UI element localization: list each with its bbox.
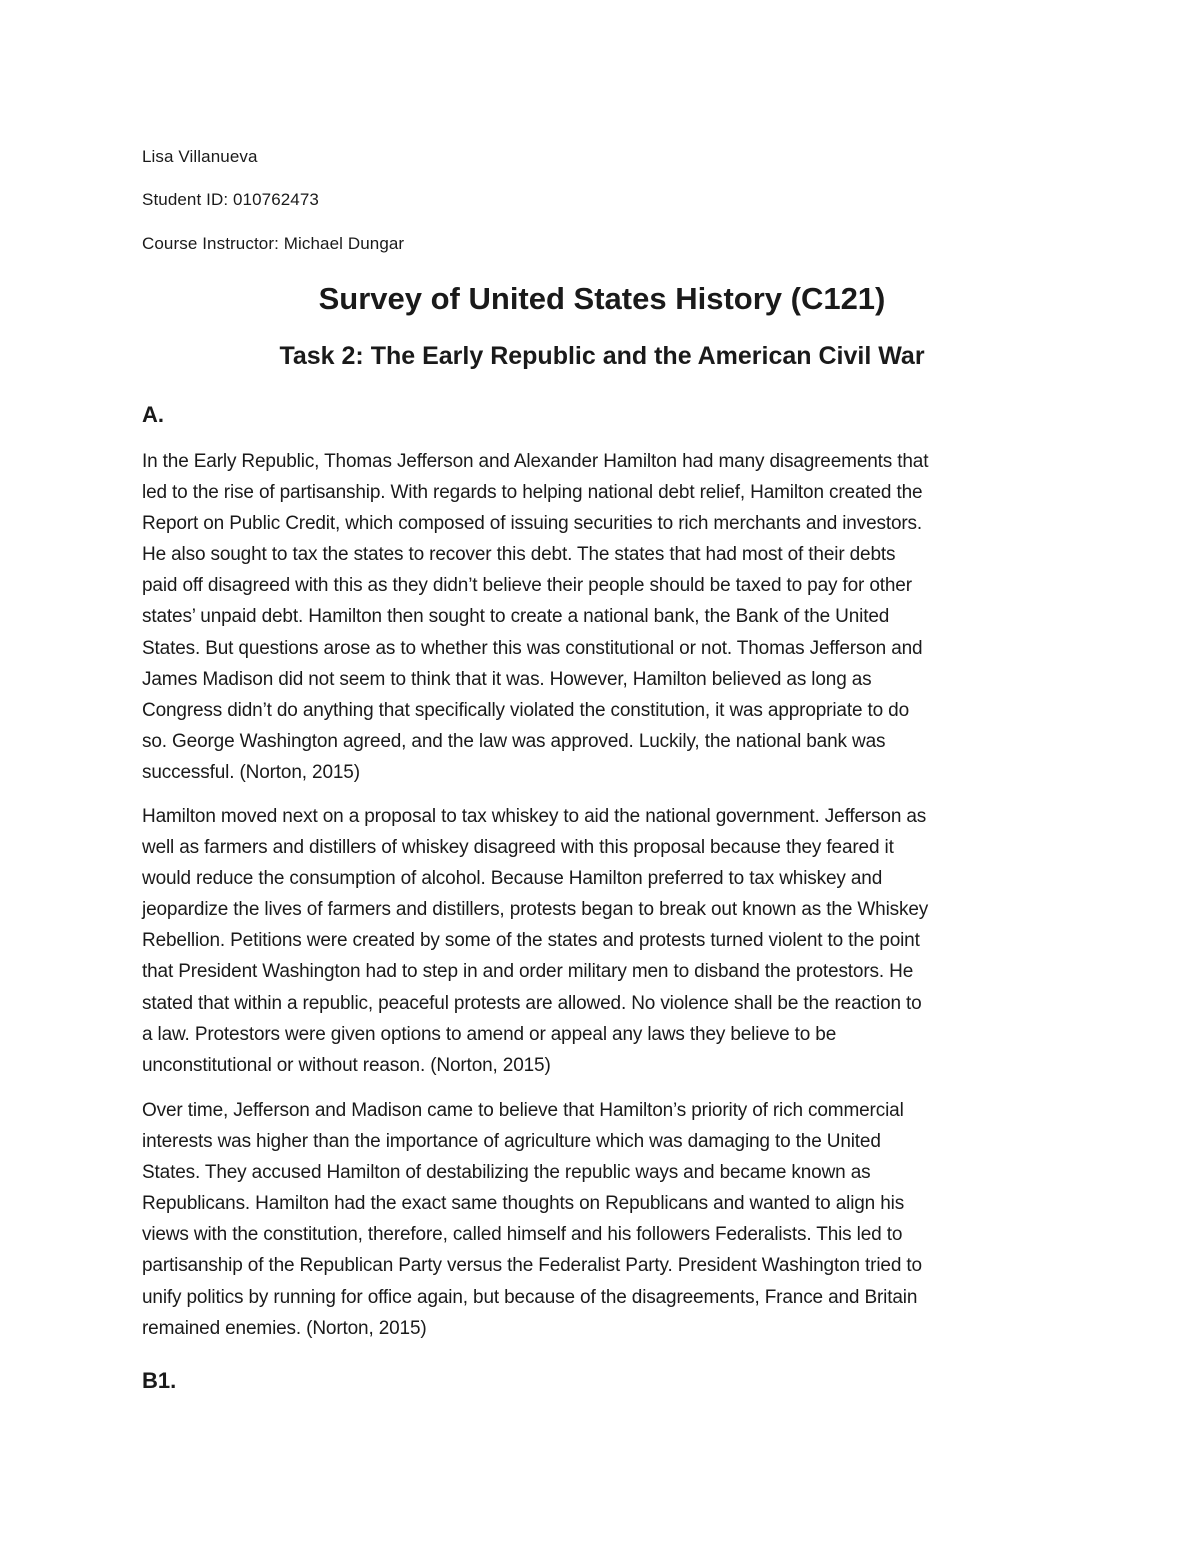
paragraph-line: well as farmers and distillers of whiskey disagreed with this proposal because they feared it xyxy=(142,837,894,859)
paragraph-line: unify politics by running for office again, but because of the disagreements, France and Britain xyxy=(142,1286,918,1308)
paragraph-line: states’ unpaid debt. Hamilton then sought to create a national bank, the Bank of the United xyxy=(142,606,890,628)
paragraph-line: Over time, Jefferson and Madison came to believe that Hamilton’s priority of rich commercial xyxy=(142,1100,904,1121)
paragraph-line: States. But questions arose as to whether this was constitutional or not. Thomas Jefferson and xyxy=(142,637,923,659)
paragraph-line: would reduce the consumption of alcohol. Because Hamilton preferred to tax whiskey and xyxy=(142,868,883,890)
student-id: Student ID: 010762473 xyxy=(142,190,319,209)
paragraph-line: unconstitutional or without reason. (Norton, 2015) xyxy=(142,1054,551,1076)
paragraph-line: In the Early Republic, Thomas Jefferson and Alexander Hamilton had many disagreements that xyxy=(142,451,929,472)
document-title: Survey of United States History (C121) xyxy=(318,281,886,316)
course-instructor: Course Instructor: Michael Dungar xyxy=(142,234,405,253)
paragraph-line: Congress didn’t do anything that specifically violated the constitution, it was appropriate to do xyxy=(142,699,910,721)
paragraph-line: so. George Washington agreed, and the law was approved. Luckily, the national bank was xyxy=(142,730,886,752)
paragraph-line: States. They accused Hamilton of destabilizing the republic ways and became known as xyxy=(142,1162,871,1184)
paragraph-line: a law. Protestors were given options to amend or appeal any laws they believe to be xyxy=(142,1023,837,1045)
paragraph-1 xyxy=(142,446,1062,788)
section-heading-b1: B1. xyxy=(142,1368,177,1393)
paragraph-line: Report on Public Credit, which composed of issuing securities to rich merchants and investors. xyxy=(142,513,923,535)
paragraph-line: Rebellion. Petitions were created by some of the states and protests turned violent to the point xyxy=(142,930,920,952)
paragraph-3 xyxy=(142,1095,1062,1344)
paragraph-line: interests was higher than the importance of agriculture which was damaging to the United xyxy=(142,1131,881,1153)
student-name: Lisa Villanueva xyxy=(142,147,258,166)
paragraph-line: views with the constitution, therefore, called himself and his followers Federalists. This led to xyxy=(142,1224,903,1246)
section-heading-a: A. xyxy=(142,402,164,427)
paragraph-line: James Madison did not seem to think that it was. However, Hamilton believed as long as xyxy=(142,668,872,690)
document-subtitle: Task 2: The Early Republic and the American Civil War xyxy=(279,342,925,370)
paragraph-line: that President Washington had to step in and order military men to disband the protestors. He xyxy=(142,961,914,983)
paragraph-line: partisanship of the Republican Party versus the Federalist Party. President Washington tried to xyxy=(142,1255,922,1277)
paragraph-line: paid off disagreed with this as they didn’t believe their people should be taxed to pay for other xyxy=(142,575,912,597)
paragraph-line: Hamilton moved next on a proposal to tax whiskey to aid the national government. Jefferson as xyxy=(142,806,927,827)
paragraph-line: Republicans. Hamilton had the exact same thoughts on Republicans and wanted to align his xyxy=(142,1193,905,1215)
paragraph-2 xyxy=(142,801,1062,1081)
paragraph-line: He also sought to tax the states to recover this debt. The states that had most of their debts xyxy=(142,544,896,566)
paragraph-line: led to the rise of partisanship. With regards to helping national debt relief, Hamilton created the xyxy=(142,482,923,504)
paragraph-line: remained enemies. (Norton, 2015) xyxy=(142,1317,427,1339)
paragraph-line: successful. (Norton, 2015) xyxy=(142,761,360,783)
paragraph-line: jeopardize the lives of farmers and distillers, protests began to break out known as the Whiskey xyxy=(142,899,929,921)
paragraph-line: stated that within a republic, peaceful protests are allowed. No violence shall be the reaction to xyxy=(142,992,922,1014)
